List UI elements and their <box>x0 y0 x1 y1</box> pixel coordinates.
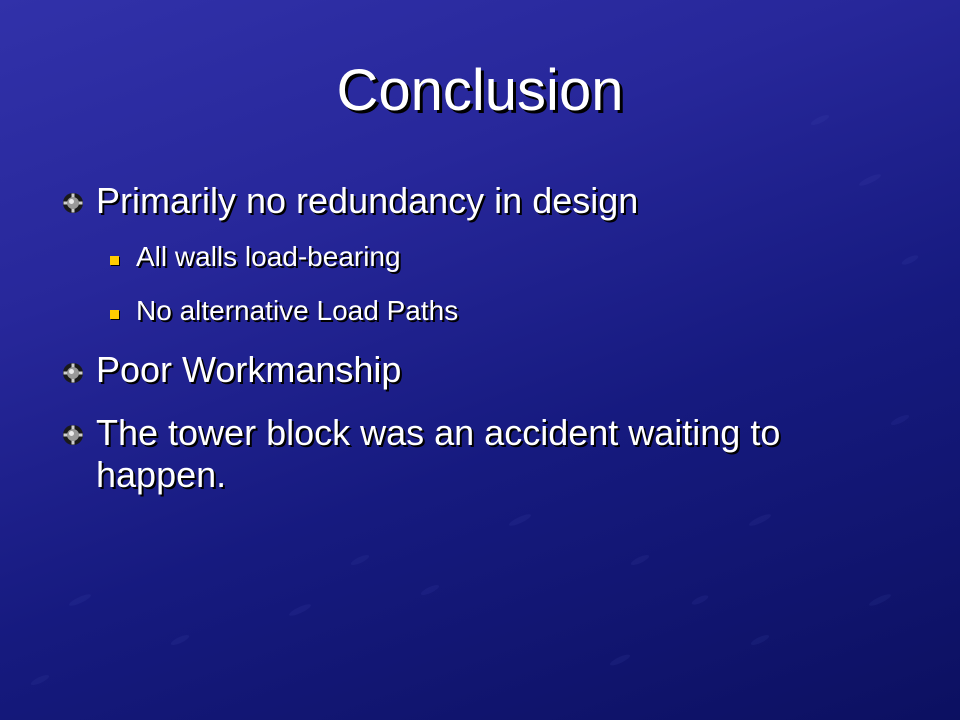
square-bullet-icon <box>110 256 119 265</box>
bullet-text: The tower block was an accident waiting to happen. <box>96 412 781 495</box>
bullet-text: Primarily no redundancy in design <box>96 180 639 221</box>
square-bullet-icon <box>110 310 119 319</box>
sub-bullet-text: No alternative Load Paths <box>136 295 459 326</box>
sub-bullet-text: All walls load-bearing <box>136 241 401 272</box>
slide-title: Conclusion <box>336 58 624 123</box>
gear-bullet-icon <box>62 362 84 384</box>
gear-bullet-icon <box>62 424 84 446</box>
bullet-text: Poor Workmanship <box>96 349 402 390</box>
gear-bullet-icon <box>62 192 84 214</box>
